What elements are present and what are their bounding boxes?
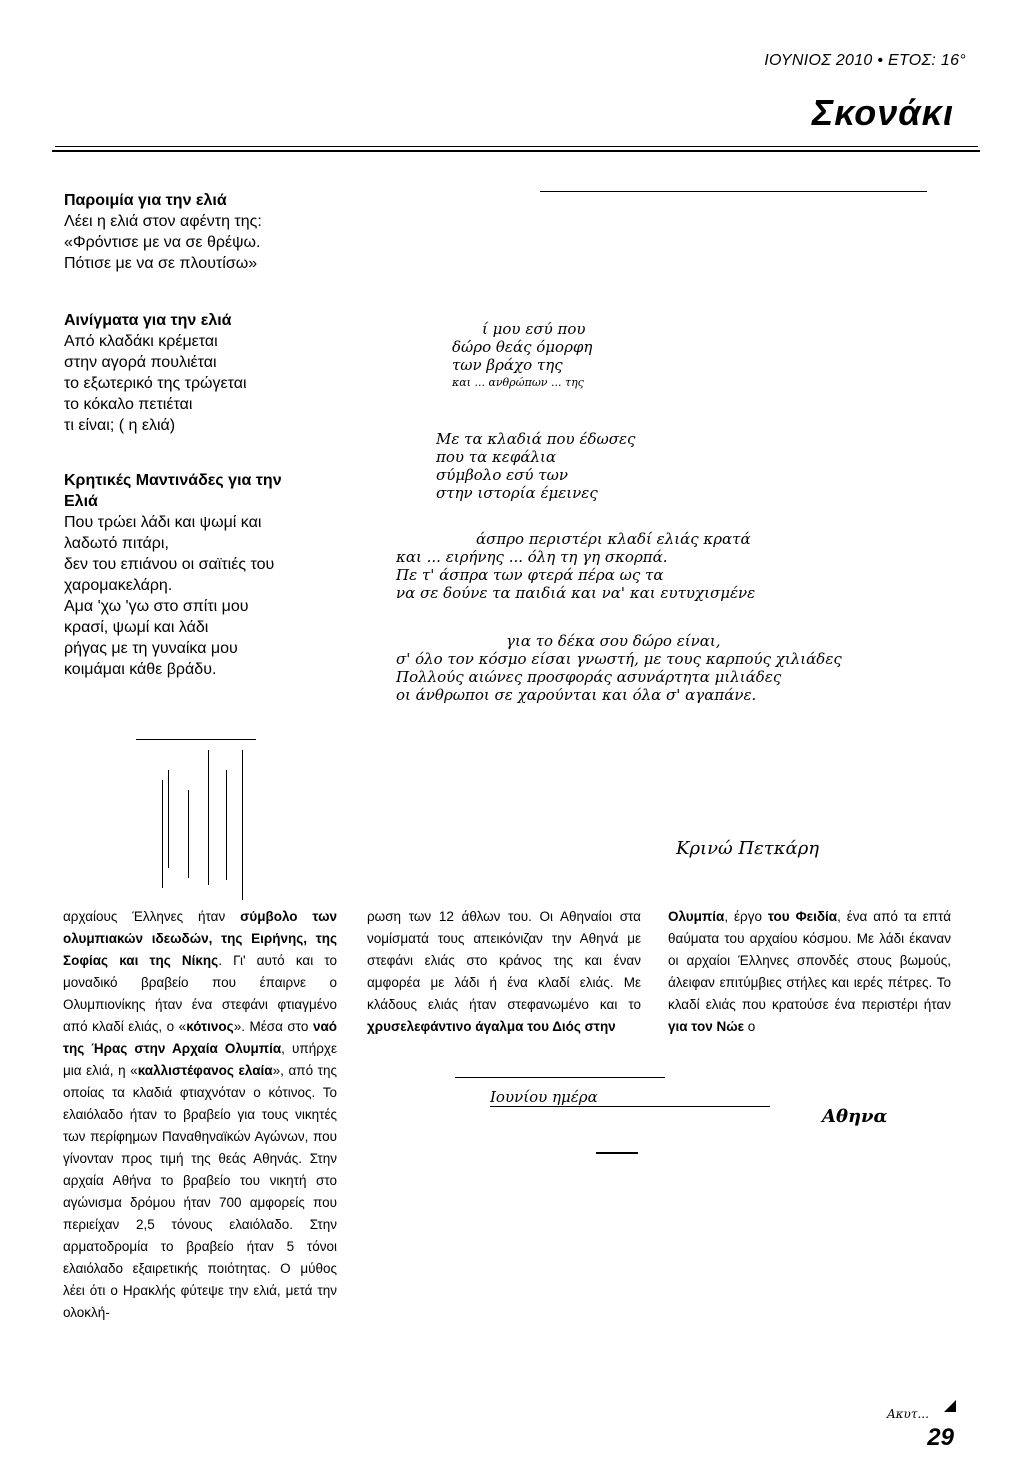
handwritten-line: και ... ανθρώπων ... της xyxy=(452,376,584,389)
mantinada-line: Που τρώει λάδι και ψωμί και xyxy=(64,514,262,531)
article-column-3 xyxy=(668,906,951,1038)
top-divider xyxy=(540,191,927,192)
handwritten-note: Ιουνίου ημέρα xyxy=(490,1088,770,1107)
handwritten-line: στην ιστορία έμεινες xyxy=(436,484,598,502)
handwritten-line: σ' όλο τον κόσμο είσαι γνωστή, με τους καρπούς χιλιάδες xyxy=(396,650,842,668)
handwritten-line: ί μου εσύ που xyxy=(482,320,586,338)
mantinada-line: δεν του επιάνου οι σαϊτιές του xyxy=(64,556,275,573)
handwritten-line: σύμβολο εσύ των xyxy=(436,466,568,484)
proverb-line: Πότισε με να σε πλουτίσω» xyxy=(64,255,258,272)
corner-note: Ακυτ... xyxy=(887,1407,929,1421)
header-rule-thin xyxy=(55,146,978,147)
body-text: ». Μέσα στο xyxy=(233,1019,313,1034)
handwritten-line: Πολλούς αιώνες προσφοράς ασυνάρτητα μιλιάδες xyxy=(396,668,782,686)
body-text: αρχαίους Έλληνες ήταν xyxy=(63,909,241,924)
left-divider xyxy=(136,739,256,740)
signature: Κρινώ Πετκάρη xyxy=(676,838,820,859)
riddle-line: τι είναι; ( η ελιά) xyxy=(64,417,176,434)
vertical-lines-graphic xyxy=(160,750,260,900)
handwritten-line: οι άνθρωποι σε χαρούνται και όλα σ' αγαπάνε. xyxy=(396,686,757,704)
riddles-section xyxy=(64,310,354,436)
handwritten-line: των βράχο της xyxy=(452,356,563,374)
mantinades-section xyxy=(64,470,354,680)
riddle-line: Από κλαδάκι κρέμεται xyxy=(64,333,218,350)
emphasized-text: κότινος xyxy=(186,1019,234,1034)
mantinada-line: κοιμάμαι κάθε βράδυ. xyxy=(64,661,217,678)
body-text: , έργο xyxy=(724,909,768,924)
body-text: ρωση των 12 άθλων του. Οι Αθηναίοι στα νομίσματά τους απεικόνιζαν την Αθηνά με στεφάνι ελιάς στο κράνος της και έναν αμφορέα με λάδι ή ένα κλαδί ελιάς. Με κλάδους ελιάς ήταν στεφανωμένο και το xyxy=(367,909,641,1012)
mantinades-title: Κρητικές Μαντινάδες για την xyxy=(64,472,282,489)
handwritten-poem xyxy=(396,320,956,704)
handwritten-line: για το δέκα σου δώρο είναι, xyxy=(506,632,721,650)
proverb-title: Παροιμία για την ελιά xyxy=(64,192,227,209)
section-title: Σκονάκι xyxy=(812,92,954,133)
riddles-title: Αινίγματα για την ελιά xyxy=(64,312,232,329)
proverb-line: Λέει η ελιά στον αφέντη της: xyxy=(64,213,262,230)
emphasized-text: καλλιστέφανος ελαία xyxy=(137,1063,273,1078)
handwritten-line: Πε τ' άσπρα των φτερά πέρα ως τα xyxy=(396,566,664,584)
emphasized-text: Ολυμπία xyxy=(668,909,725,924)
article-column-2 xyxy=(367,906,641,1038)
page-number: 29 xyxy=(927,1424,954,1451)
proverb-section xyxy=(64,190,354,274)
mantinada-line: λαδωτό πιτάρι, xyxy=(64,535,169,552)
body-text: », από της οποίας τα κλαδιά φτιαχνόταν ο κότινος. Το ελαιόλαδο ήταν το βραβείο για τους νικητές των περίφημων Παναθηναϊκών Αγώνων, που γίνονταν προς τιμή της θεάς Αθηνάς. Στην αρχαία Αθήνα το βραβείο του νικητή στο αγώνισμα δρόμου ήταν 700 αμφορείς που περιείχαν 2,5 τόνους ελαιόλαδο. Στην αρματοδρομία το βραβείο ήταν 5 τόνοι ελαιόλαδο εξαιρετικής ποιότητας. Ο μύθος λέει ότι ο Ηρακλής φύτεψε την ελιά, μετά την ολοκλή- xyxy=(63,1063,338,1320)
handwritten-line: δώρο θεάς όμορφη xyxy=(452,338,593,356)
header-rule xyxy=(52,150,980,152)
body-text: , ένα από τα επτά θαύματα του αρχαίου κόσμου. Με λάδι έκαναν οι αρχαίοι Έλληνες σπονδές στους βωμούς, άλειφαν επιτύμβιες στήλες και ιερές πέτρες. Το κλαδί ελιάς που κρατούσε ένα περιστέρι ήταν xyxy=(668,909,951,1012)
mantinada-line: κρασί, ψωμί και λάδι xyxy=(64,619,209,636)
bottom-divider xyxy=(455,1077,665,1078)
emphasized-text: χρυσελεφάντινο άγαλμα του Διός στην xyxy=(367,1019,616,1034)
riddle-line: το κόκαλο πετιέται xyxy=(64,396,193,413)
handwritten-line: και ... ειρήνης ... όλη τη γη σκορπά. xyxy=(396,548,668,566)
body-text: . Γι' αυτό και το μοναδικό βραβείο που έπαιρνε ο Ολυμπιονίκης ήταν ένα στεφάνι φτιαγμένο από κλαδί ελιάς, ο « xyxy=(63,953,337,1034)
article-paragraph xyxy=(63,906,337,1324)
mantinada-line: χαρομακελάρη. xyxy=(64,577,173,594)
mantinada-line: Αμα 'χω 'γω στο σπίτι μου xyxy=(64,598,249,615)
article-column-1 xyxy=(63,906,337,1324)
riddle-line: το εξωτερικό της τρώγεται xyxy=(64,375,247,392)
corner-triangle-icon xyxy=(944,1400,956,1412)
body-text: ο xyxy=(744,1019,756,1034)
mantinades-title: Ελιά xyxy=(64,493,98,510)
emphasized-text: ναό της Ήρας στην Αρχαία Ολυμπία xyxy=(63,1019,337,1056)
riddle-line: στην αγορά πουλιέται xyxy=(64,354,217,371)
handwritten-line: που τα κεφάλια xyxy=(436,448,557,466)
emphasized-text: για τον Νώε xyxy=(668,1019,745,1034)
body-text: , υπήρχε μια ελιά, η « xyxy=(63,1041,337,1078)
emphasized-text: του Φειδία xyxy=(767,909,838,924)
proverb-line: «Φρόντισε με να σε θρέψω. xyxy=(64,234,261,251)
handwritten-line: να σε δούνε τα παιδιά και να' και ευτυχισμένε xyxy=(396,584,756,602)
handwritten-mark: Αθηνα xyxy=(822,1106,888,1127)
article-paragraph xyxy=(367,906,641,1038)
handwritten-line: άσπρο περιστέρι κλαδί ελιάς κρατά xyxy=(476,530,751,548)
short-dash xyxy=(596,1152,638,1154)
issue-date: ΙΟΥΝΙΟΣ 2010 • ΕΤΟΣ: 16° xyxy=(764,52,966,69)
mantinada-line: ρήγας με τη γυναίκα μου xyxy=(64,640,238,657)
article-paragraph xyxy=(668,906,951,1038)
emphasized-text: σύμβολο των ολυμπιακών ιδεωδών, της Ειρήνης, της Σοφίας και της Νίκης xyxy=(63,909,337,968)
handwritten-line: Με τα κλαδιά που έδωσες xyxy=(436,430,636,448)
